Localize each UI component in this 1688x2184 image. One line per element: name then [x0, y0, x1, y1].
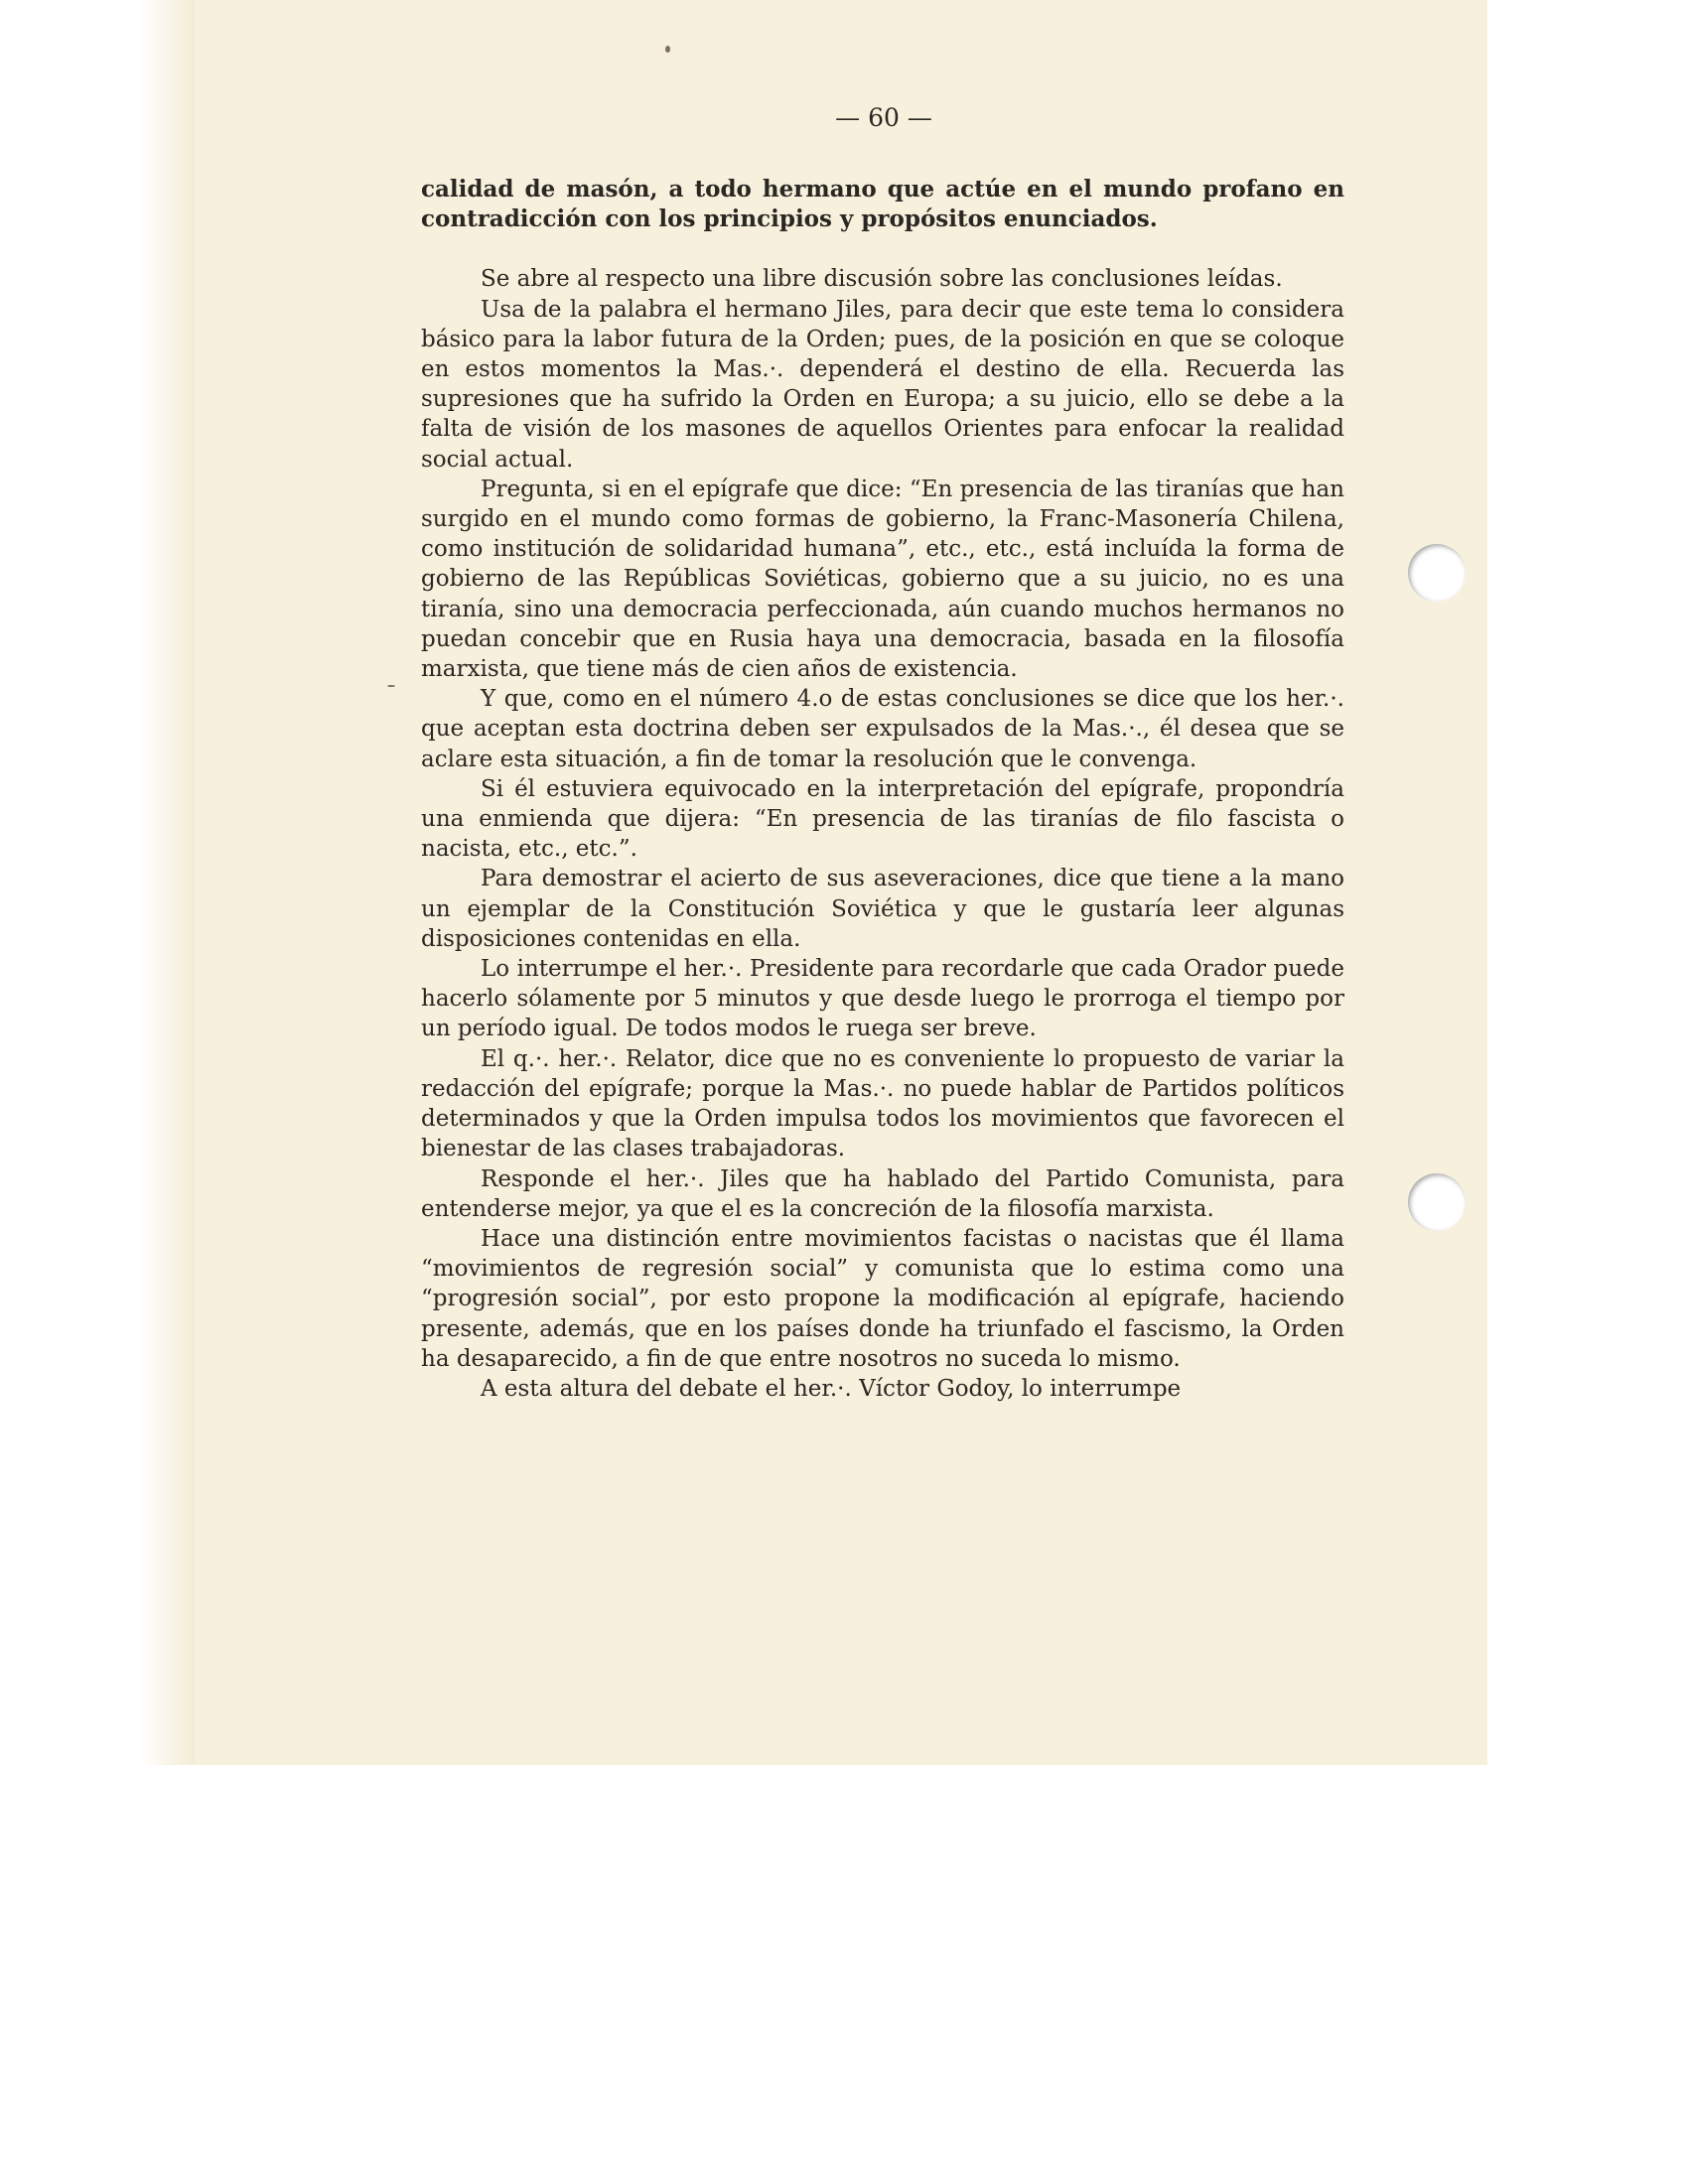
paragraph: Lo interrumpe el her.·. Presidente para recordarle que cada Orador puede hacerlo sólamente por 5 minutos y que desde luego le prorroga el tiempo por un período igual. De todos modos le ruega ser breve.: [421, 956, 1344, 1042]
paragraph: Si él estuviera equivocado en la interpretación del epígrafe, propondría una enmienda que dijera: “En presencia de las tiranías de filo fascista o nacista, etc., etc.”.: [421, 775, 1344, 863]
page-number: — 60 —: [835, 103, 932, 132]
paragraph: A esta altura del debate el her.·. Víctor Godoy, lo interrumpe: [481, 1375, 1182, 1402]
punch-hole: [1408, 1173, 1466, 1231]
paragraph: El q.·. her.·. Relator, dice que no es conveniente lo propuesto de variar la redacción del epígrafe; porque la Mas.·. no puede hablar de Partidos políticos determinados y que la Orden impulsa todos los movimientos que favorecen el bienestar de las clases trabajadoras.: [421, 1045, 1344, 1162]
page-body-text: [421, 175, 1344, 1404]
paragraph: Pregunta, si en el epígrafe que dice: “En presencia de las tiranías que han surgido en el mundo como formas de gobierno, la Franc-Masonería Chilena, como institución de solidaridad humana”, etc., etc., está incluída la forma de gobierno de las Repúblicas Soviéticas, gobierno que a su juicio, no es una tiranía, sino una democracia perfeccionada, aún cuando muchos hermanos no puedan concebir que en Rusia haya una democracia, basada en la filosofía marxista, que tiene más de cien años de existencia.: [421, 476, 1344, 683]
paragraph: Hace una distinción entre movimientos facistas o nacistas que él llama “movimientos de regresión social” y comunista que lo estima como una “progresión social”, por esto propone la modificación al epígrafe, haciendo presente, además, que en los países donde ha triunfado el fascismo, la Orden ha desaparecido, a fin de que entre nosotros no suceda lo mismo.: [421, 1225, 1344, 1372]
paragraph: Y que, como en el número 4.o de estas conclusiones se dice que los her.·. que aceptan esta doctrina deben ser expulsados de la Mas.·., él desea que se aclare esta situación, a fin de tomar la resolución que le convenga.: [421, 686, 1344, 772]
paragraph: Usa de la palabra el hermano Jiles, para decir que este tema lo considera básico para la labor futura de la Orden; pues, de la posición en que se coloque en estos momentos la Mas.·. dependerá el destino de ella. Recuerda las supresiones que ha sufrido la Orden en Europa; a su juicio, ello se debe a la falta de visión de los masones de aquellos Orientes para enfocar la realidad social actual.: [421, 296, 1344, 473]
ink-speck: [665, 46, 670, 53]
paragraph: Responde el her.·. Jiles que ha hablado del Partido Comunista, para entenderse mejor, ya que el es la concreción de la filosofía marxista.: [421, 1165, 1344, 1222]
paragraph-conclusion-end: calidad de masón, a todo hermano que actúe en el mundo profano en contradicción con los principios y propósitos enunciados.: [421, 176, 1344, 233]
scan-edge-shadow: [139, 0, 195, 1765]
paragraph: Para demostrar el acierto de sus aseveraciones, dice que tiene a la mano un ejemplar de la Constitución Soviética y que le gustaría leer algunas disposiciones contenidas en ella.: [421, 866, 1344, 952]
ink-speck: [387, 685, 395, 687]
punch-hole: [1408, 544, 1466, 602]
paragraph: Se abre al respecto una libre discusión sobre las conclusiones leídas.: [481, 266, 1283, 293]
